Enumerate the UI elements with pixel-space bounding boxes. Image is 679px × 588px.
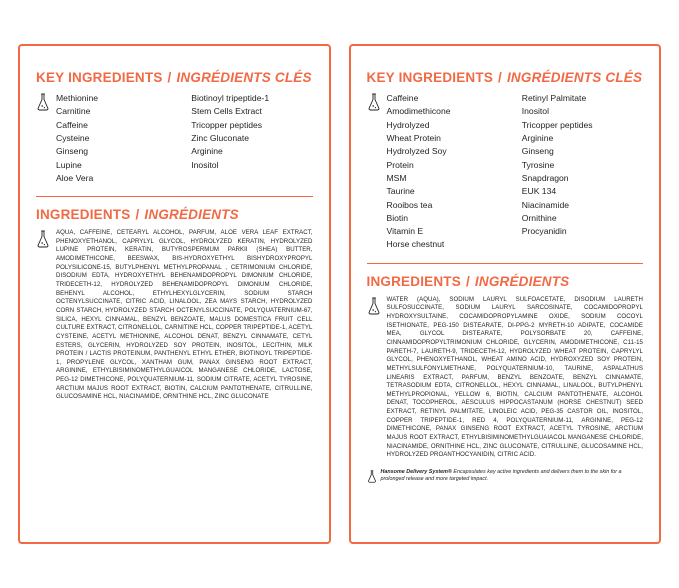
key-ingredients-heading-left bbox=[36, 70, 313, 85]
delivery-system-footnote bbox=[367, 469, 644, 484]
key-ingredient-item: Amodimethicone bbox=[386, 106, 451, 117]
key-ingredient-item: Ginseng bbox=[56, 146, 89, 157]
ingredients-title-fr: INGRÉDIENTS bbox=[474, 273, 570, 289]
flask-icon bbox=[36, 230, 50, 248]
key-ingredient-item: Ornithine bbox=[521, 212, 557, 223]
key-ingredient-item: Aloe Vera bbox=[56, 172, 94, 183]
key-ingredient-item: Niacinamide bbox=[521, 199, 570, 210]
footnote-text-wrapper bbox=[381, 469, 644, 484]
ingredients-title-en: INGREDIENTS bbox=[36, 207, 131, 223]
flask-icon bbox=[36, 93, 50, 111]
key-ingredient-item: Biotin bbox=[386, 212, 408, 223]
section-divider bbox=[367, 263, 644, 264]
key-ingredients-column-2 bbox=[522, 92, 643, 252]
heading-separator: / bbox=[135, 207, 140, 223]
key-ingredient-item: Cysteine bbox=[56, 132, 90, 143]
key-ingredient-item: Snapdragon bbox=[521, 172, 569, 183]
key-ingredients-column-1 bbox=[387, 92, 508, 252]
key-ingredients-title-fr: INGRÉDIENTS CLÉS bbox=[506, 70, 643, 85]
flask-icon bbox=[367, 93, 381, 111]
key-ingredient-item: Arginine bbox=[191, 146, 223, 157]
key-ingredient-item: Retinyl Palmitate bbox=[521, 93, 587, 103]
key-ingredients-title-en: KEY INGREDIENTS bbox=[36, 70, 163, 85]
key-ingredient-item: Tricopper peptides bbox=[191, 119, 263, 130]
key-ingredient-item: Inositol bbox=[521, 106, 549, 117]
flask-icon bbox=[367, 470, 377, 483]
section-divider bbox=[36, 196, 313, 197]
ingredients-list-text: WATER (AQUA), SODIUM LAURYL SULFOACETATE, DISODIUM LAURETH SULFOSUCCINATE, SODIUM LAURYL SARCOSINATE, COCAMIDOPROPYL HYDROXYSULTAINE, COCAMIDOPROPYLAMINE OXIDE, SODIUM COCOYL ISETHIONATE, PEG-150 DISTEARATE, DI-PPG-2 MYRETH-10 ADIPATE, COCAMIDE MEA, GLYCOL DISTEARATE, POLYSORBATE 20, CAFFEINE, CINNAMIDOPROPYLTRIMONIUM CHLORIDE, GLYCERIN, AMODIMETHICONE, C11-15 PARETH-7, LAURETH-9, TRIDECETH-12, HYDROLYZED WHEAT PROTEIN, CAPRYLYL GLYCOL, PHENOXYETHANOL, WHEAT AMINO ACID, HYDROXYZED SOY PROTEIN, METHYLSULFONYLMETHANE, POLYQUATERNIUM-10, TAURINE, ASPALATHUS LINEARIS EXTRACT, PARFUM, BENZYL BENZOATE, BENZYL CINNAMATE, TETRASODIUM EDTA, CITRONELLOL, HEXYL CINNAMAL, LINALOOL, BUTYLPHENYL METHYLPROPIONAL, YELLOW 6, BIOTIN, CALCIUM PANTOTHENATE, ALCOHOL DENAT, TOCOPHEROL, AESCULUS HIPPOCASTANUM (HORSE CHESTNUT) SEED EXTRACT, RETINYL PALMITATE, LINOLEIC ACID, PEG-35 CASTOR OIL, INOSITOL, COPPER TRIPEPTIDE-1, RED 4, POLYQUATERNIUM-11, ARGININE, PEG-12 DIMETHICONE, PANAX GINSENG ROOT EXTRACT, ACETYL TYROSINE, ARCTIUM MAJUS ROOT EXTRACT, ETHYLBISIMINOMETHYLGUAIACOL MANGANESE CHLORIDE, NIACINAMIDE, ORNITHINE HCL, ZINC GLUCONATE, CITRULLINE, GLUCOSAMINE HCL, HYDROLYZED PROANTHOCYANIDIN, CITRIC ACID. bbox=[386, 295, 643, 459]
key-ingredient-item: Stem Cells Extract bbox=[191, 106, 262, 117]
key-ingredient-item: Wheat Protein bbox=[386, 132, 441, 143]
key-ingredient-item: Taurine bbox=[386, 186, 415, 197]
heading-separator: / bbox=[465, 273, 470, 289]
key-ingredient-item: EUK 134 bbox=[521, 186, 557, 197]
ingredients-heading-right bbox=[367, 274, 644, 289]
key-ingredient-item: Inositol bbox=[191, 159, 219, 170]
key-ingredient-item: Carnitine bbox=[56, 106, 91, 117]
key-ingredient-item: Hydrolyzed Soy bbox=[386, 146, 447, 157]
ingredients-body-right bbox=[367, 296, 644, 460]
key-ingredients-column-2 bbox=[191, 92, 312, 185]
key-ingredient-item: Vitamin E bbox=[386, 226, 424, 237]
ingredients-heading-left bbox=[36, 207, 313, 222]
key-ingredient-item: Biotinoyl tripeptide-1 bbox=[191, 93, 270, 103]
ingredients-body-left bbox=[36, 229, 313, 402]
panel-left bbox=[18, 44, 331, 544]
ingredients-title-fr: INGRÉDIENTS bbox=[144, 207, 239, 223]
key-ingredient-item: Ginseng bbox=[521, 146, 554, 157]
key-ingredient-item: Arginine bbox=[521, 132, 554, 143]
ingredients-title-en: INGREDIENTS bbox=[366, 273, 461, 289]
key-ingredients-body-left bbox=[36, 92, 313, 185]
key-ingredients-title-en: KEY INGREDIENTS bbox=[366, 70, 494, 85]
key-ingredient-item: Methionine bbox=[56, 93, 99, 103]
key-ingredients-heading-right bbox=[367, 70, 644, 85]
key-ingredient-item: Caffeine bbox=[56, 119, 88, 130]
key-ingredient-item: Lupine bbox=[56, 159, 82, 170]
key-ingredient-item: Zinc Gluconate bbox=[191, 132, 250, 143]
key-ingredients-column-1 bbox=[56, 92, 177, 185]
footnote-title: Hansome Delivery System® bbox=[380, 468, 452, 475]
key-ingredient-item: Horse chestnut bbox=[386, 239, 445, 250]
key-ingredient-item: Procyanidin bbox=[521, 226, 567, 237]
ingredients-list-text: AQUA, CAFFEINE, CETEARYL ALCOHOL, PARFUM, ALOE VERA LEAF EXTRACT, PHENOXYETHANOL, CAPRYLYL GLYCOL, HYDROLYZED KERATIN, HYDROLYZED LUPINE PROTEIN, KERATIN, BUTYROSPERMUM PARKII (SHEA) BUTTER, AMODIMETHICONE, BEESWAX, BIS-HYDROXYETHYL BISHYDROXYPROPYL POLYSILICONE-15, BUTYLPHENYL METHYLPROPANAL , CETRIMONIUM CHLORIDE, DISODIUM EDTA, HYDROXYETHYL BEHENAMIDOPROPYL DIMONIUM CHLORIDE, TRIDECETH-12, HYDROLYZED BEHENAMIDOPROPYL DIMONIUM CHLORIDE, BEHENYL ALCOHOL, ETHYLHEXYLGLYCERIN, SODIUM STARCH OCTENYLSUCCINATE, CITRIC ACID, LINALOOL, ZEA MAYS STARCH, HYDROLYZED CORN STARCH, HYDROLYZED STARCH OCTENYLSUCCINATE, POLYQUATERNIUM-67, SILICA, HEXYL CINNAMAL, BENZYL BENZOATE, MALUS DOMESTICA FRUIT CELL CULTURE EXTRACT, CITRONELLOL, CARNITINE HCL, COPPER TRIPEPTIDE-1, ACETYL CYSTEINE, ACETYL METHIONINE, ALCOHOL DENAT, BENZYL CINNAMATE, CETYL ESTERS, GLYCERIN, HYDROLYZED SOY PROTEIN, INOSITOL, LECITHIN, MILK PROTEIN / LACTIS PROTEINUM, PANTHENYL ETHYL ETHER, BIOTINOYL TRIPEPTIDE-1, PROPYLENE GLYCOL, XANTHAM GUM, PANAX GINSENG ROOT EXTRACT, ARGININE, ETHYLBISIMINOMETHYLGUAICOL MANGANESE CHLORIDE, LACTOSE, PEG-12 DIMETHICONE, POLYQUATERNIUM-11, SODIUM CITRATE, ACETYL TYROSINE, ARCTIUM MAJUS ROOT EXTRACT, BIOTIN, CALCIUM PANTOTHENATE, CITRULLINE, GLUCOSAMINE HCL, NIACINAMIDE, ORNITHINE HCL, ZINC GLUCONATE bbox=[56, 229, 313, 401]
panel-right bbox=[349, 44, 662, 544]
key-ingredient-item: Hydrolyzed bbox=[386, 119, 430, 130]
key-ingredient-item: Rooibos tea bbox=[386, 199, 433, 210]
heading-separator: / bbox=[498, 70, 502, 85]
heading-separator: / bbox=[167, 70, 172, 85]
key-ingredient-item: Caffeine bbox=[386, 93, 419, 103]
key-ingredient-item: Tyrosine bbox=[521, 159, 555, 170]
key-ingredient-item: MSM bbox=[386, 172, 407, 183]
footnote-text: Encapsulates key active ingredients and delivers them to the skin for a prolonged release and more targeted impact. bbox=[380, 468, 622, 483]
key-ingredient-item: Protein bbox=[386, 159, 414, 170]
key-ingredients-title-fr: INGRÉDIENTS CLÉS bbox=[176, 70, 312, 85]
key-ingredients-body-right bbox=[367, 92, 644, 252]
key-ingredient-item: Tricopper peptides bbox=[521, 119, 593, 130]
flask-icon bbox=[367, 297, 381, 315]
